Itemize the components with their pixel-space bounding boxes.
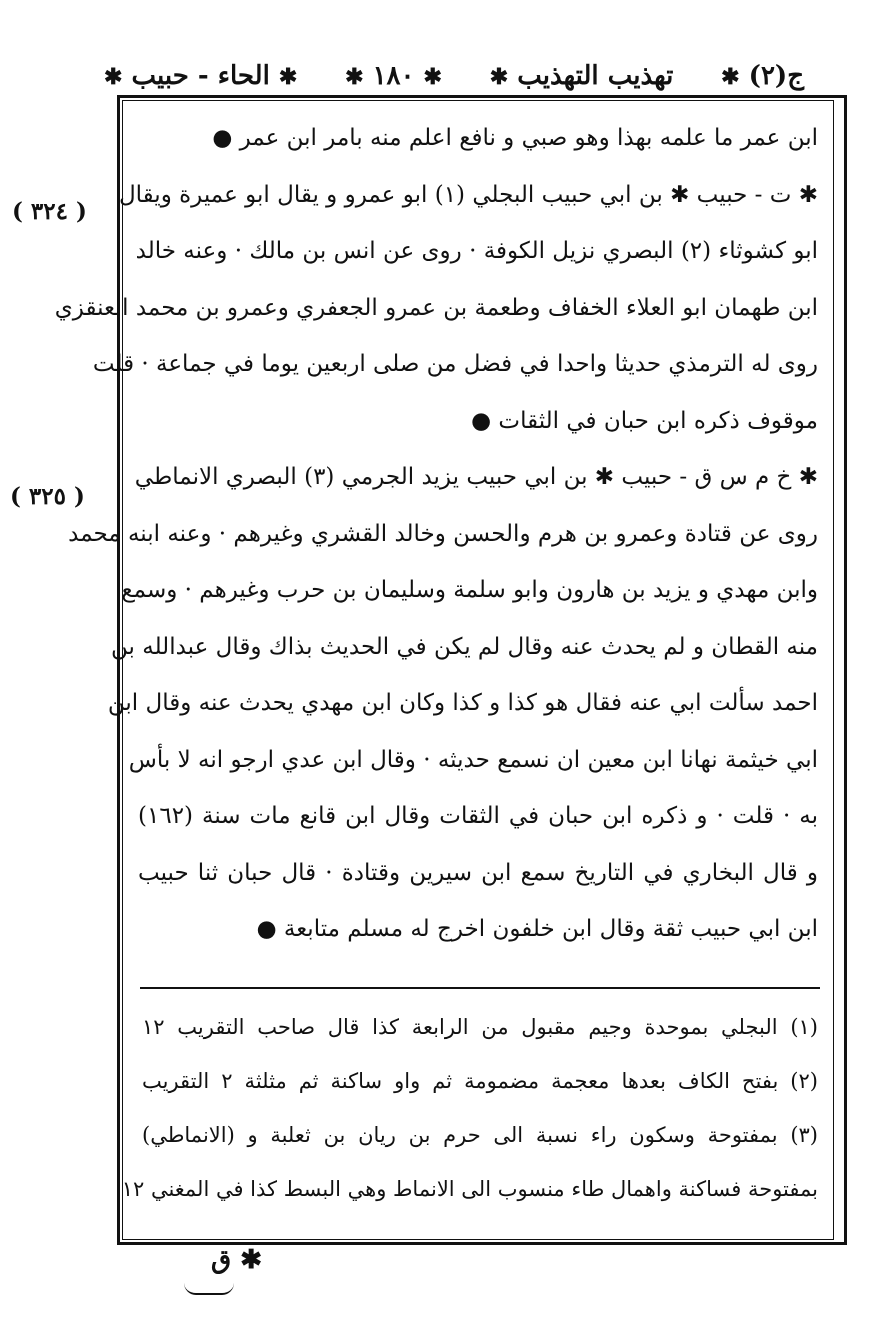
text-line: ابن ابي حبيب ثقة وقال ابن خلفون اخرج له مسلم متابعة ● — [256, 916, 818, 942]
header-book-title — [490, 61, 674, 91]
text-line: روى له الترمذي حديثا واحدا في فضل من صلى اربعين يوما في جماعة · قلت — [92, 351, 818, 377]
text-line: و قال البخاري في التاريخ سمع ابن سيرين وقتادة · قال حبان ثنا حبيب — [138, 859, 818, 886]
volume-label: ج(٢) — [748, 61, 804, 91]
footnote-separator — [140, 987, 820, 989]
text-line: ابي خيثمة نهانا ابن معين ان نسمع حديثه · وقال ابن عدي ارجو انه لا بأس — [128, 746, 818, 773]
ornament-icon: ✱ — [240, 1245, 262, 1275]
entry-number-325: ( ٣٢٥ ) — [10, 483, 85, 510]
ornament-icon: ✱ — [104, 64, 123, 90]
text-line: ابن عمر ما علمه بهذا وهو صبي و نافع اعلم منه بامر ابن عمر ● — [212, 125, 818, 151]
footnote-3: (٣) بمفتوحة وسكون راء نسبة الى حرم بن ريان بن ثعلبة و (الانماطي) — [142, 1123, 818, 1147]
catchword-text: ق — [210, 1245, 232, 1275]
ornament-icon: ✱ — [345, 64, 364, 90]
ornament-icon: ✱ — [278, 64, 298, 90]
text-line: ابو كشوثاء (٢) البصري نزيل الكوفة · روى عن انس بن مالك · وعنه خالد — [135, 238, 818, 264]
text-line: ابن طهمان ابو العلاء الخفاف وطعمة بن عمرو الجعفري وعمرو بن محمد العنقزي — [54, 294, 818, 321]
catchword — [182, 1245, 262, 1291]
ornament-icon: ✱ — [721, 64, 740, 90]
entry-number-324: ( ٣٢٤ ) — [12, 198, 87, 225]
ornament-icon: ✱ — [489, 64, 509, 90]
running-header — [104, 55, 804, 97]
header-section — [104, 61, 297, 91]
text-line: ✱ ت - حبيب ✱ بن ابي حبيب البجلي (١) ابو عمرو و يقال ابو عميرة ويقال — [118, 181, 818, 208]
text-line: منه القطان و لم يحدث عنه وقال لم يكن في الحديث بذاك وقال عبدالله بن — [111, 633, 818, 660]
page-number: ١٨٠ — [372, 61, 415, 91]
text-line: موقوف ذكره ابن حبان في الثقات ● — [471, 407, 818, 434]
ornament-icon: ✱ — [423, 64, 442, 90]
text-line: احمد سألت ابي عنه فقال هو كذا و كذا وكان ابن مهدي يحدث عنه وقال ابن — [107, 690, 818, 716]
text-line: وابن مهدي و يزيد بن هارون وابو سلمة وسليمان بن حرب وغيرهم · وسمع — [121, 577, 818, 603]
catchword-swash — [184, 1283, 234, 1295]
footnote-1: (١) البجلي بموحدة وجيم مقبول من الرابعة كذا قال صاحب التقريب ١٢ — [142, 1015, 818, 1039]
footnote-3-continued: بمفتوحة فساكنة واهمال طاء منسوب الى الانماط وهي البسط كذا في المغني ١٢ — [121, 1177, 818, 1201]
text-line: روى عن قتادة وعمرو بن هرم والحسن وخالد القشري وغيرهم · وعنه ابنه محمد — [68, 520, 818, 547]
main-text — [54, 110, 818, 958]
header-page-number — [345, 61, 442, 91]
text-line: به · قلت · و ذكره ابن حبان في الثقات وقال ابن قانع مات سنة (١٦٢) — [138, 803, 818, 829]
book-title: تهذيب التهذيب — [517, 61, 674, 91]
section-title: الحاء - حبيب — [131, 61, 270, 91]
text-line: ✱ خ م س ق - حبيب ✱ بن ابي حبيب يزيد الجرمي (٣) البصري الانماطي — [134, 464, 818, 490]
footnote-2: (٢) بفتح الكاف بعدها معجمة مضمومة ثم واو ساكنة ثم مثلثة ٢ التقريب — [142, 1069, 818, 1093]
footnotes — [121, 1000, 818, 1216]
header-volume — [721, 61, 804, 91]
